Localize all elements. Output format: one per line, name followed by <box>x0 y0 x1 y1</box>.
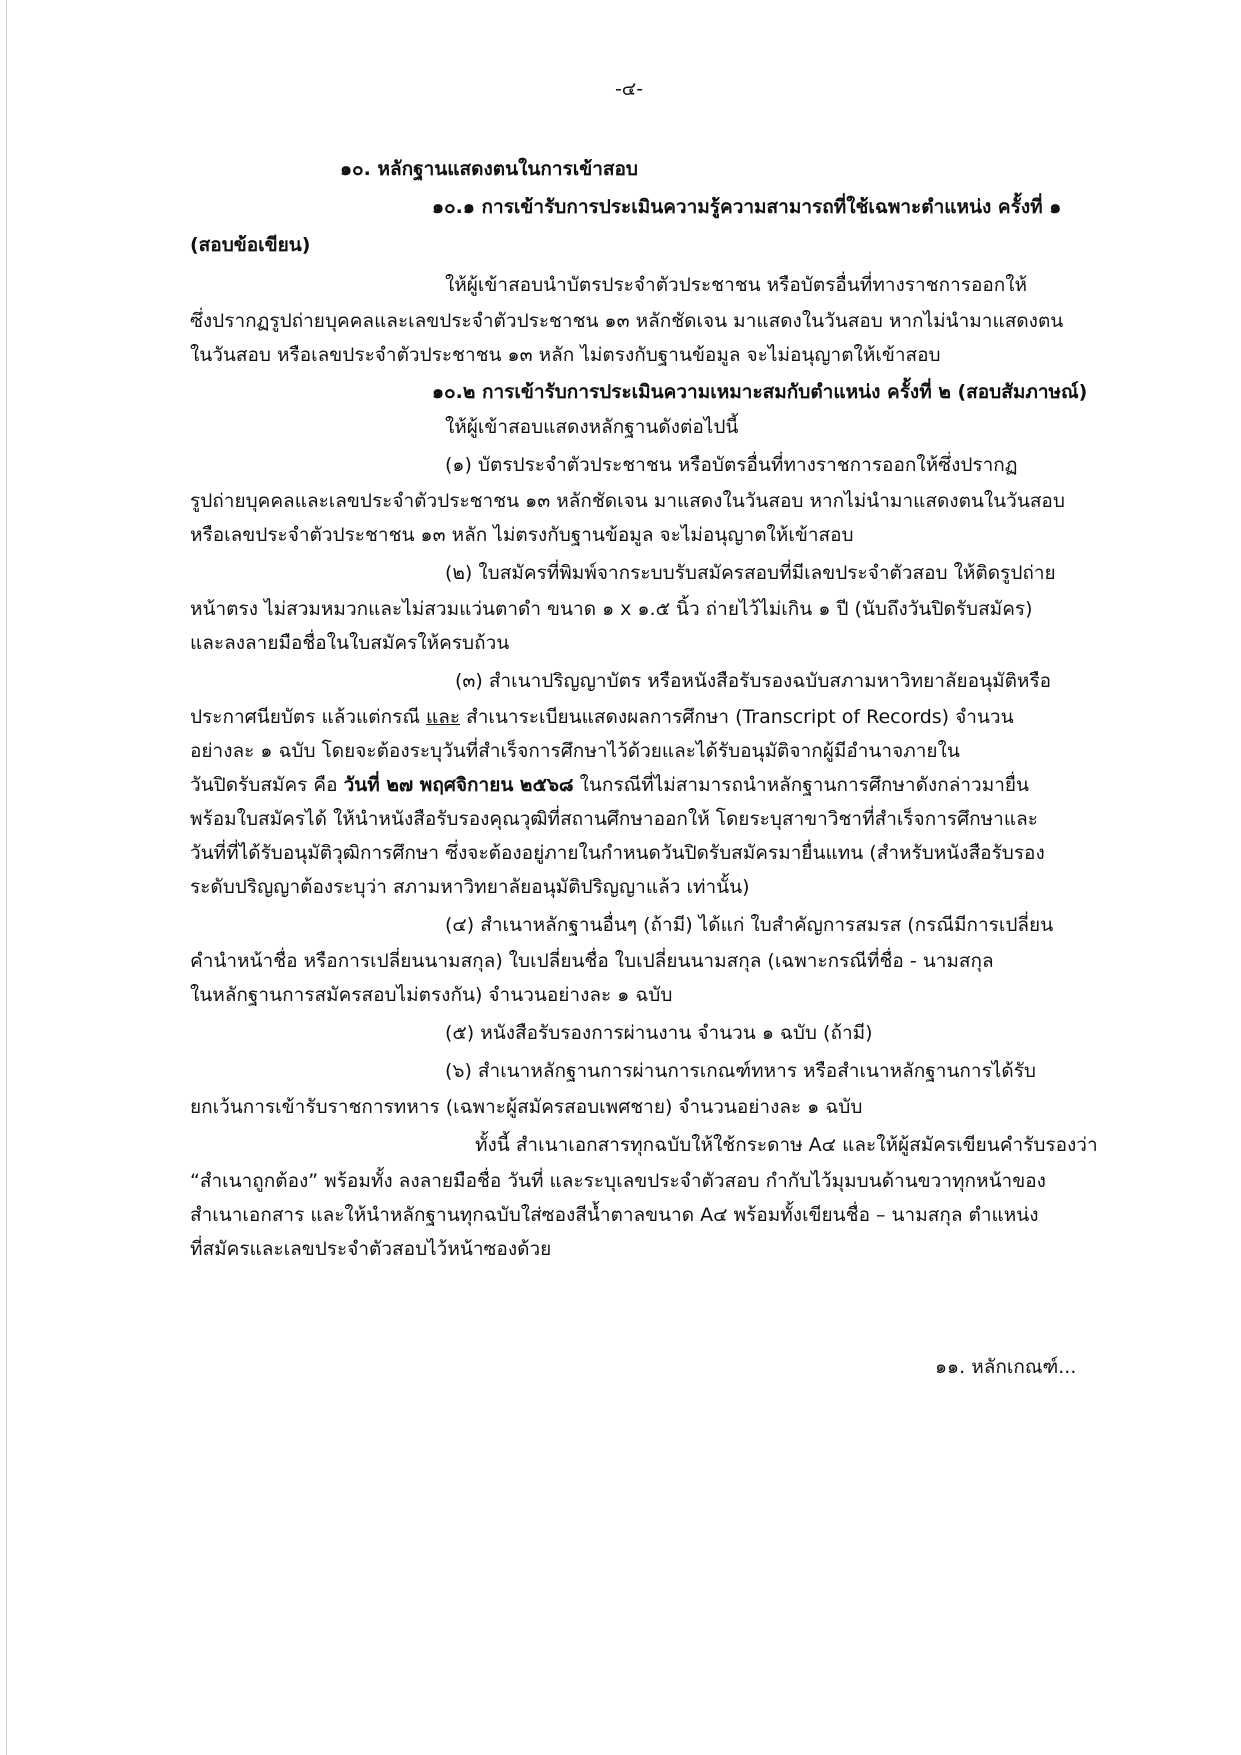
section-10-2-heading: ๑๐.๒ การเข้ารับการประเมินความเหมาะสมกับตำแหน่ง ครั้งที่ ๒ (สอบสัมภาษณ์) <box>432 381 1088 403</box>
item-3-line4-part: วันปิดรับสมัคร คือ <box>190 774 338 796</box>
item-3-and-underlined: และ <box>426 706 461 728</box>
item-3-line: วันที่ที่ได้รับอนุมัติวุฒิการศึกษา ซึ่งจะต้องอยู่ภายในกำหนดวันปิดรับสมัครมายื่นแทน (สำหรับหนังสือรับรอง <box>190 842 1045 864</box>
section-10-1-body-line: ซึ่งปรากฏรูปถ่ายบุคคลและเลขประจำตัวประชาชน ๑๓ หลักชัดเจน มาแสดงในวันสอบ หากไม่นำมาแสดงตน <box>190 310 1064 332</box>
item-4-line: คำนำหน้าชื่อ หรือการเปลี่ยนนามสกุล) ใบเปลี่ยนชื่อ ใบเปลี่ยนนามสกุล (เฉพาะกรณีที่ชื่อ - นามสกุล <box>190 950 994 972</box>
item-3-line <box>190 708 1014 727</box>
item-3-line: พร้อมใบสมัครได้ ให้นำหนังสือรับรองคุณวุฒิที่สถานศึกษาออกให้ โดยระบุสาขาวิชาที่สำเร็จการศึกษาและ <box>190 808 1038 830</box>
section-10-heading: ๑๐. หลักฐานแสดงตนในการเข้าสอบ <box>340 158 638 180</box>
item-2-line: หน้าตรง ไม่สวมหมวกและไม่สวมแว่นตาดำ ขนาด ๑ x ๑.๕ นิ้ว ถ่ายไว้ไม่เกิน ๑ ปี (นับถึงวันปิดรับสมัคร) <box>190 598 1033 620</box>
section-10-1-body-line: ให้ผู้เข้าสอบนำบัตรประจำตัวประชาชน หรือบัตรอื่นที่ทางราชการออกให้ <box>445 274 1028 296</box>
item-3-deadline-date: วันที่ ๒๗ พฤศจิกายน ๒๕๖๘ <box>343 774 574 796</box>
item-3-line: ระดับปริญญาต้องระบุว่า สภามหาวิทยาลัยอนุมัติปริญญาแล้ว เท่านั้น) <box>190 876 750 898</box>
section-10-1-heading: ๑๐.๑ การเข้ารับการประเมินความรู้ความสามารถที่ใช้เฉพาะตำแหน่ง ครั้งที่ ๑ <box>432 196 1062 218</box>
note-line: “สำเนาถูกต้อง” พร้อมทั้ง ลงลายมือชื่อ วันที่ และระบุเลขประจำตัวสอบ กำกับไว้มุมบนด้านขวาทุกหน้าของ <box>190 1170 1046 1192</box>
item-2-line: (๒) ใบสมัครที่พิมพ์จากระบบรับสมัครสอบที่มีเลขประจำตัวสอบ ให้ติดรูปถ่าย <box>445 562 1056 584</box>
note-line: ที่สมัครและเลขประจำตัวสอบไว้หน้าซองด้วย <box>190 1238 552 1260</box>
item-4-line: ในหลักฐานการสมัครสอบไม่ตรงกัน) จำนวนอย่างละ ๑ ฉบับ <box>190 984 673 1006</box>
item-4-line: (๔) สำเนาหลักฐานอื่นๆ (ถ้ามี) ได้แก่ ใบสำคัญการสมรส (กรณีมีการเปลี่ยน <box>445 914 1054 936</box>
item-6-line: ยกเว้นการเข้ารับราชการทหาร (เฉพาะผู้สมัครสอบเพศชาย) จำนวนอย่างละ ๑ ฉบับ <box>190 1096 863 1118</box>
item-3-line2-part: ประกาศนียบัตร แล้วแต่กรณี <box>190 706 420 728</box>
item-1-line: รูปถ่ายบุคคลและเลขประจำตัวประชาชน ๑๓ หลักชัดเจน มาแสดงในวันสอบ หากไม่นำมาแสดงตนในวันสอบ <box>190 490 1065 512</box>
item-3-line <box>190 776 1029 795</box>
continuation-text: ๑๑. หลักเกณฑ์... <box>935 1356 1077 1378</box>
note-line: ทั้งนี้ สำเนาเอกสารทุกฉบับให้ใช้กระดาษ A๔ และให้ผู้สมัครเขียนคำรับรองว่า <box>475 1134 1098 1156</box>
section-10-1-body-line: ในวันสอบ หรือเลขประจำตัวประชาชน ๑๓ หลัก ไม่ตรงกับฐานข้อมูล จะไม่อนุญาตให้เข้าสอบ <box>190 344 941 366</box>
item-5-line: (๕) หนังสือรับรองการผ่านงาน จำนวน ๑ ฉบับ (ถ้ามี) <box>445 1022 873 1044</box>
scan-edge <box>6 0 7 1755</box>
page-number: -๔- <box>614 78 644 100</box>
item-3-line: (๓) สำเนาปริญญาบัตร หรือหนังสือรับรองฉบับสภามหาวิทยาลัยอนุมัติหรือ <box>455 670 1052 692</box>
item-3-line2-part: สำเนาระเบียนแสดงผลการศึกษา (Transcript of Records) จำนวน <box>466 706 1014 728</box>
item-3-line4-part: ในกรณีที่ไม่สามารถนำหลักฐานการศึกษาดังกล่าวมายื่น <box>579 774 1030 796</box>
note-line: สำเนาเอกสาร และให้นำหลักฐานทุกฉบับใส่ซองสีน้ำตาลขนาด A๔ พร้อมทั้งเขียนชื่อ – นามสกุล ตำแหน่ง <box>190 1204 1039 1226</box>
item-2-line: และลงลายมือชื่อในใบสมัครให้ครบถ้วน <box>190 632 510 654</box>
section-10-1-heading-cont: (สอบข้อเขียน) <box>190 234 311 256</box>
item-6-line: (๖) สำเนาหลักฐานการผ่านการเกณฑ์ทหาร หรือสำเนาหลักฐานการได้รับ <box>445 1060 1036 1082</box>
item-1-line: (๑) บัตรประจำตัวประชาชน หรือบัตรอื่นที่ทางราชการออกให้ซึ่งปรากฏ <box>445 454 1018 476</box>
section-10-2-intro: ให้ผู้เข้าสอบแสดงหลักฐานดังต่อไปนี้ <box>445 416 739 438</box>
item-3-line: อย่างละ ๑ ฉบับ โดยจะต้องระบุวันที่สำเร็จการศึกษาไว้ด้วยและได้รับอนุมัติจากผู้มีอำนาจภายใน <box>190 740 960 762</box>
item-1-line: หรือเลขประจำตัวประชาชน ๑๓ หลัก ไม่ตรงกับฐานข้อมูล จะไม่อนุญาตให้เข้าสอบ <box>190 524 854 546</box>
